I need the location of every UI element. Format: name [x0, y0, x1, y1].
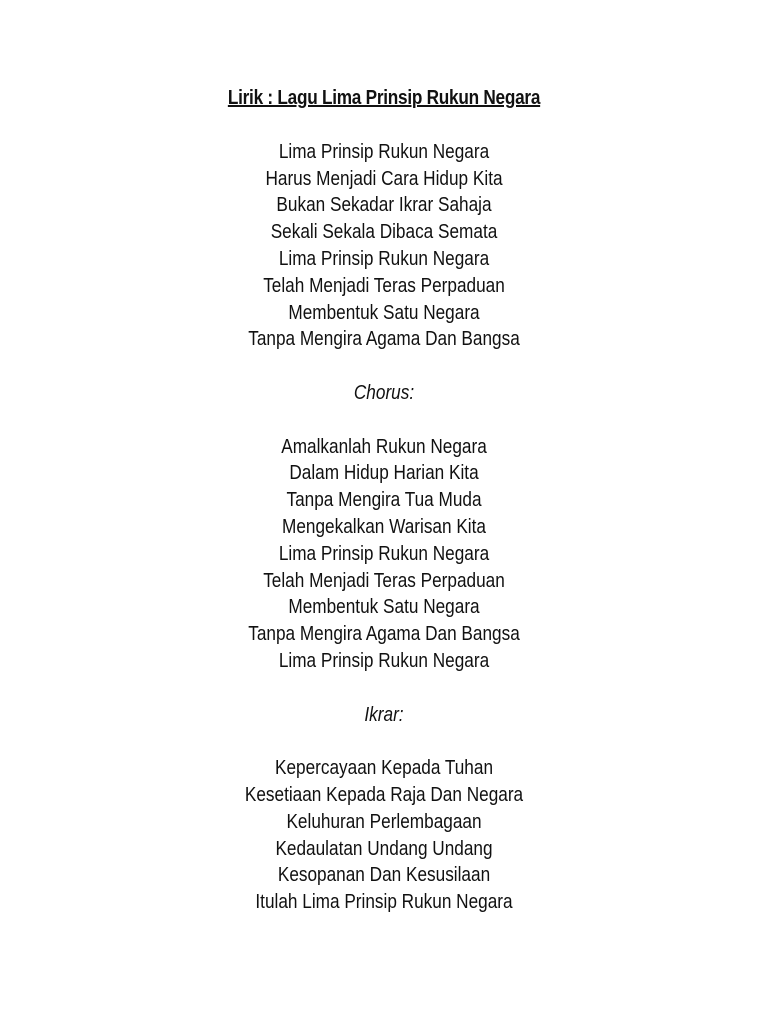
verse-line: Lima Prinsip Rukun Negara	[278, 140, 490, 163]
verse-line: Sekali Sekala Dibaca Semata	[270, 221, 498, 244]
chorus-line: Lima Prinsip Rukun Negara	[278, 649, 490, 672]
chorus-line: Tanpa Mengira Tua Muda	[286, 489, 482, 512]
chorus-line: Dalam Hidup Harian Kita	[289, 462, 479, 485]
ikrar-line: Kepercayaan Kepada Tuhan	[274, 757, 494, 780]
spacer	[0, 675, 768, 702]
ikrar-line: Kesopanan Dan Kesusilaan	[277, 864, 491, 887]
spacer	[0, 353, 768, 380]
ikrar-label: Ikrar:	[364, 703, 404, 726]
verse-line: Harus Menjadi Cara Hidup Kita	[265, 167, 503, 190]
verse-line: Tanpa Mengira Agama Dan Bangsa	[248, 328, 520, 351]
chorus-line: Tanpa Mengira Agama Dan Bangsa	[248, 623, 520, 646]
chorus-line: Mengekalkan Warisan Kita	[282, 515, 486, 538]
verse-line: Membentuk Satu Negara	[288, 301, 480, 324]
chorus-stanza	[0, 434, 768, 675]
chorus-label: Chorus:	[353, 381, 415, 404]
verse-line: Bukan Sekadar Ikrar Sahaja	[276, 194, 492, 217]
chorus-line: Membentuk Satu Negara	[288, 596, 480, 619]
verse-line: Lima Prinsip Rukun Negara	[278, 247, 490, 270]
verse-line: Telah Menjadi Teras Perpaduan	[263, 274, 505, 297]
chorus-line: Telah Menjadi Teras Perpaduan	[263, 569, 505, 592]
chorus-line: Amalkanlah Rukun Negara	[281, 435, 487, 458]
spacer	[0, 112, 768, 139]
lyrics-content	[0, 85, 768, 916]
ikrar-line: Kedaulatan Undang Undang	[275, 837, 493, 860]
ikrar-line: Itulah Lima Prinsip Rukun Negara	[255, 891, 513, 914]
spacer	[0, 728, 768, 755]
verse-stanza	[0, 139, 768, 353]
ikrar-line: Kesetiaan Kepada Raja Dan Negara	[244, 783, 524, 806]
ikrar-line: Keluhuran Perlembagaan	[286, 810, 482, 833]
spacer	[0, 407, 768, 434]
chorus-line: Lima Prinsip Rukun Negara	[278, 542, 490, 565]
ikrar-stanza	[0, 755, 768, 916]
document-title: Lirik : Lagu Lima Prinsip Rukun Negara	[227, 87, 541, 109]
